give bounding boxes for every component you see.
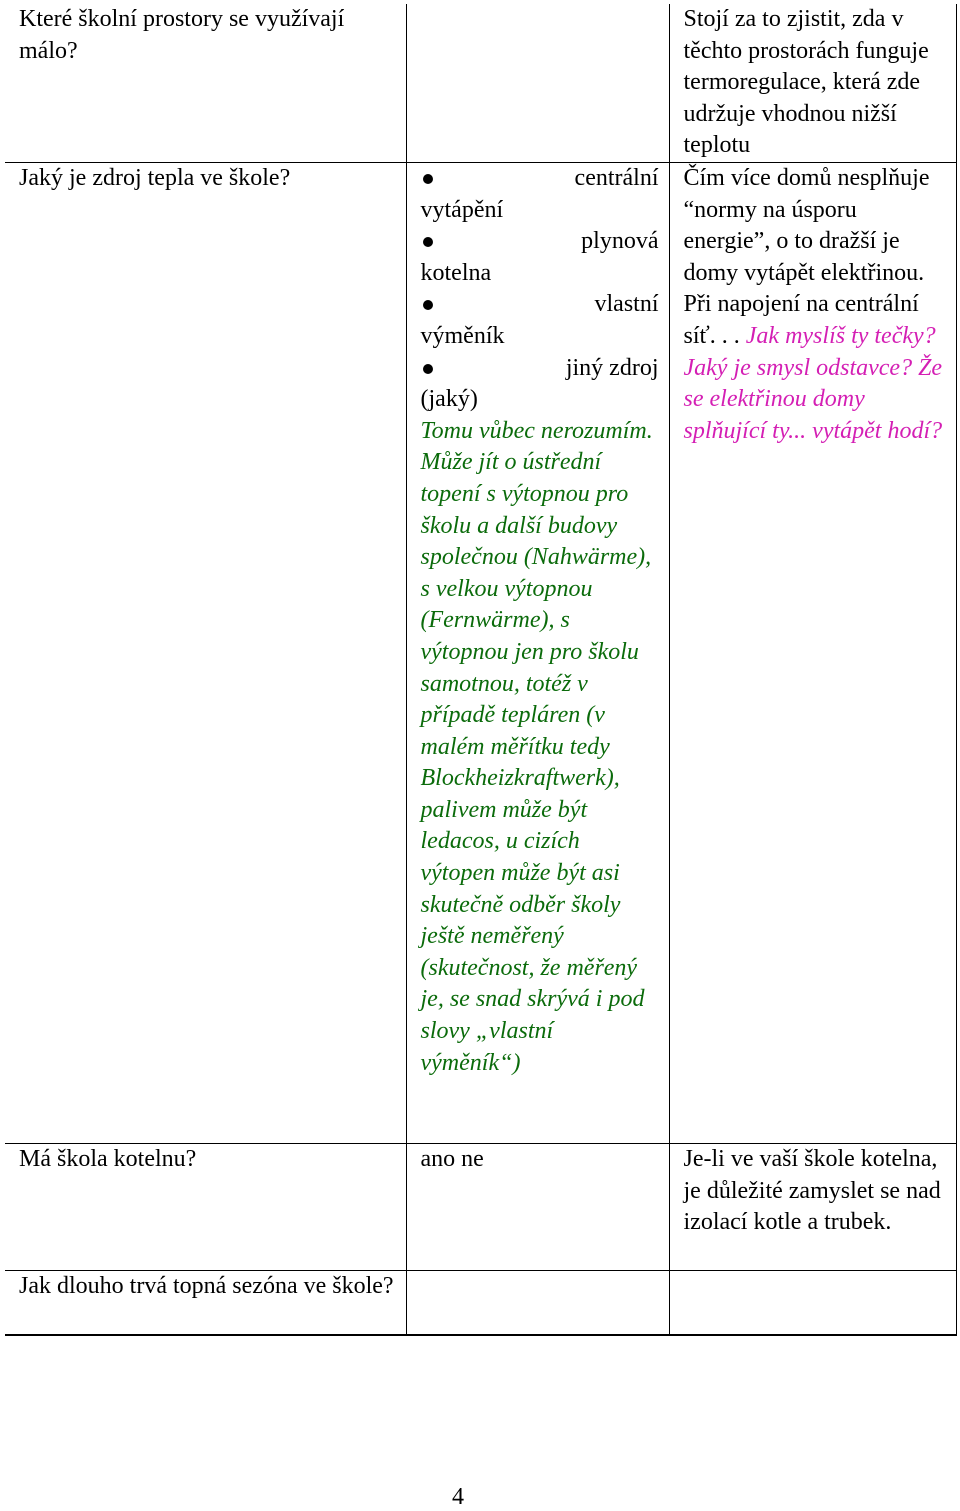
question-cell: Má škola kotelnu?: [5, 1144, 406, 1271]
answer-cell: [406, 4, 669, 163]
question-cell: Které školní prostory se využívají málo?: [5, 4, 406, 163]
option-gas-boiler: [421, 226, 659, 289]
question-cell: Jaký je zdroj tepla ve škole?: [5, 163, 406, 1144]
option-first: centrální: [574, 165, 659, 191]
question-cell: Jak dlouho trvá topná sezóna ve škole?: [5, 1271, 406, 1336]
heat-source-options: [421, 163, 659, 416]
table-row: [5, 163, 956, 1144]
answer-cell: [406, 1271, 669, 1336]
answer-cell: [406, 163, 669, 1144]
option-rest: kotelna: [420, 259, 492, 286]
option-other-source: [421, 353, 659, 416]
option-own-exchanger: [421, 289, 659, 352]
table-row: [5, 4, 956, 163]
table-row: [5, 1144, 956, 1271]
bullet-icon: [423, 237, 433, 247]
questionnaire-table: [5, 4, 957, 1336]
option-rest: (jaký): [420, 386, 478, 413]
reviewer-comment: Jak myslíš ty tečky? Jaký je smysl odstavce? Že se elektřinou domy splňující ty... vytápět hodí?: [683, 322, 943, 444]
note-cell: Stojí za to zjistit, zda v těchto prostorách funguje termoregulace, která zde udržuje vhodnou nižší teplotu: [669, 4, 956, 163]
option-first: vlastní: [594, 291, 659, 318]
answer-cell: ano ne: [406, 1144, 669, 1271]
bullet-icon: [423, 364, 433, 374]
bullet-icon: [423, 174, 433, 184]
bullet-icon: [423, 300, 433, 310]
note-cell: [669, 163, 956, 1144]
option-rest: vytápění: [420, 196, 504, 223]
reviewer-comment: Tomu vůbec nerozumím. Může jít o ústřední topení s výtopnou pro školu a další budovy společnou (Nahwärme), s velkou výtopnou (Fernwärme), s výtopnou jen pro školu samotnou, totéž v případě tepláren (v malém měřítku tedy Blockheizkraftwerk), palivem může být ledacos, u cizích výtopen může být asi skutečně odběr školy ještě neměřený (skutečnost, že měřený je, se snad skrývá i pod slovy „vlastní výměník“): [420, 417, 653, 1076]
option-first: plynová: [581, 228, 659, 255]
option-central-heating: [421, 163, 659, 226]
page-number: 4: [452, 1484, 464, 1510]
option-first: jiný zdroj: [565, 354, 659, 381]
note-cell: Je-li ve vaší škole kotelna, je důležité zamyslet se nad izolací kotle a trubek.: [669, 1144, 956, 1271]
table-row: [5, 1271, 956, 1336]
option-rest: výměník: [420, 322, 505, 349]
note-text: Čím více domů nesplňuje “normy na úsporu energie”, o to dražší je domy vytápět elektřinou. Při napojení na centrální síť. . .: [683, 165, 930, 349]
note-cell: [669, 1271, 956, 1336]
